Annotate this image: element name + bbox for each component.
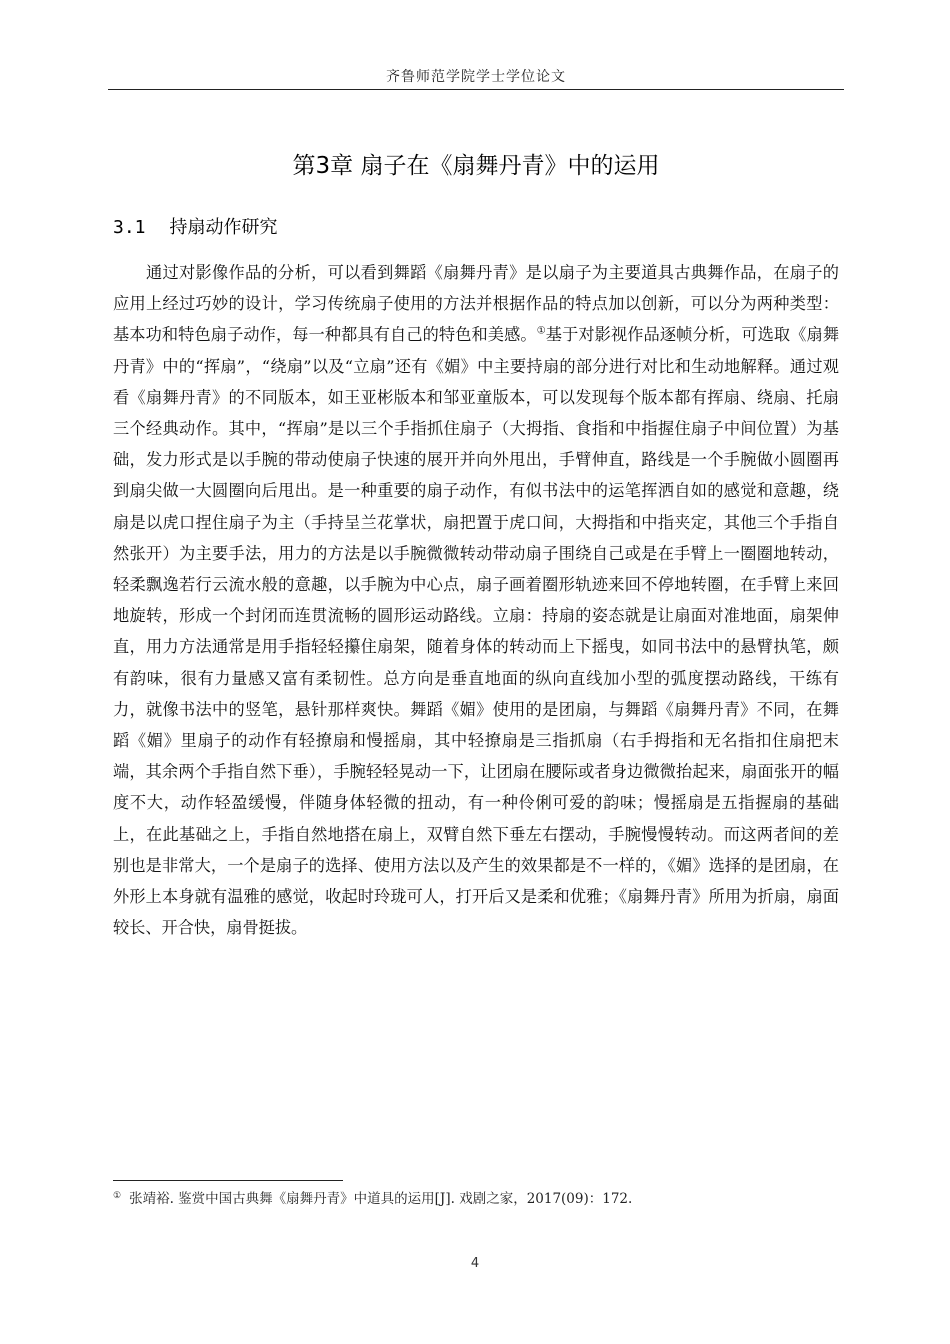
running-header: 齐鲁师范学院学士学位论文 bbox=[386, 69, 566, 85]
footnote-reference[interactable]: ① bbox=[536, 326, 546, 338]
section-heading bbox=[113, 213, 278, 239]
footnote-text: 张靖裕. 鉴赏中国古典舞《扇舞丹青》中道具的运用[J]. 戏剧之家，2017(09)：172. bbox=[129, 1191, 633, 1207]
chapter-title: 第3章 扇子在《扇舞丹青》中的运用 bbox=[292, 153, 660, 179]
body-paragraph bbox=[113, 257, 839, 943]
body-text-part-2: 基于对影视作品逐帧分析，可选取《扇舞丹青》中的“挥扇”，“绕扇”以及“立扇”还有《媚》中主要持扇的部分进行对比和生动地解释。通过观看《扇舞丹青》的不同版本，如王亚彬版本和邹亚童版本，可以发现每个版本都有挥扇、绕扇、托扇三个经典动作。其中，“挥扇”是以三个手指抓住扇子（大拇指、食指和中指握住扇子中间位置）为基础，发力形式是以手腕的带动使扇子快速的展开并向外甩出，手臂伸直，路线是一个手腕做小圆圈再到扇尖做一大圆圈向后甩出。是一种重要的扇子动作，有似书法中的运笔挥洒自如的感觉和意趣，绕扇是以虎口捏住扇子为主（手持呈兰花掌状，扇把置于虎口间，大拇指和中指夹定，其他三个手指自然张开）为主要手法，用力的方法是以手腕微微转动带动扇子围绕自己或是在手臂上一圈圈地转动，轻柔飘逸若行云流水般的意趣，以手腕为中心点，扇子画着圈形轨迹来回不停地转圈，在手臂上来回地旋转，形成一个封闭而连贯流畅的圆形运动路线。立扇：持扇的姿态就是让扇面对准地面，扇架伸直，用力方法通常是用手指轻轻攥住扇架，随着身体的转动而上下摇曳，如同书法中的悬臂执笔，颇有韵味，很有力量感又富有柔韧性。总方向是垂直地面的纵向直线加小型的弧度摆动路线，干练有力，就像书法中的竖笔，悬针那样爽快。舞蹈《媚》使用的是团扇，与舞蹈《扇舞丹青》不同，在舞蹈《媚》里扇子的动作有轻撩扇和慢摇扇，其中轻撩扇是三指抓扇（右手拇指和无名指扣住扇把末端，其余两个手指自然下垂），手腕轻轻晃动一下，让团扇在腰际或者身边微微抬起来，扇面张开的幅度不大，动作轻盈缓慢，伴随身体轻微的扭动，有一种伶俐可爱的韵味；慢摇扇是五指握扇的基础上，在此基础之上，手指自然地搭在扇上，双臂自然下垂左右摆动，手腕慢慢转动。而这两者间的差别也是非常大，一个是扇子的选择、使用方法以及产生的效果都是不一样的，《媚》选择的是团扇，在外形上本身就有温雅的感觉，收起时玲珑可人，打开后又是柔和优雅；《扇舞丹青》所用为折扇，扇面较长、开合快，扇骨挺拔。 bbox=[113, 325, 840, 938]
page-number: 4 bbox=[470, 1256, 480, 1271]
footnote-marker: ① bbox=[113, 1190, 122, 1201]
body-text-part-1: 通过对影像作品的分析，可以看到舞蹈《扇舞丹青》是以扇子为主要道具古典舞作品，在扇子的应用上经过巧妙的设计，学习传统扇子使用的方法并根据作品的特点加以创新，可以分为两种类型：基本功和特色扇子动作，每一种都具有自己的特色和美感。 bbox=[113, 263, 839, 345]
section-number: 3.1 bbox=[113, 217, 146, 238]
section-title: 持扇动作研究 bbox=[169, 217, 278, 238]
footnote bbox=[113, 1187, 839, 1207]
header-rule bbox=[108, 89, 844, 90]
footnote-separator bbox=[113, 1180, 343, 1181]
